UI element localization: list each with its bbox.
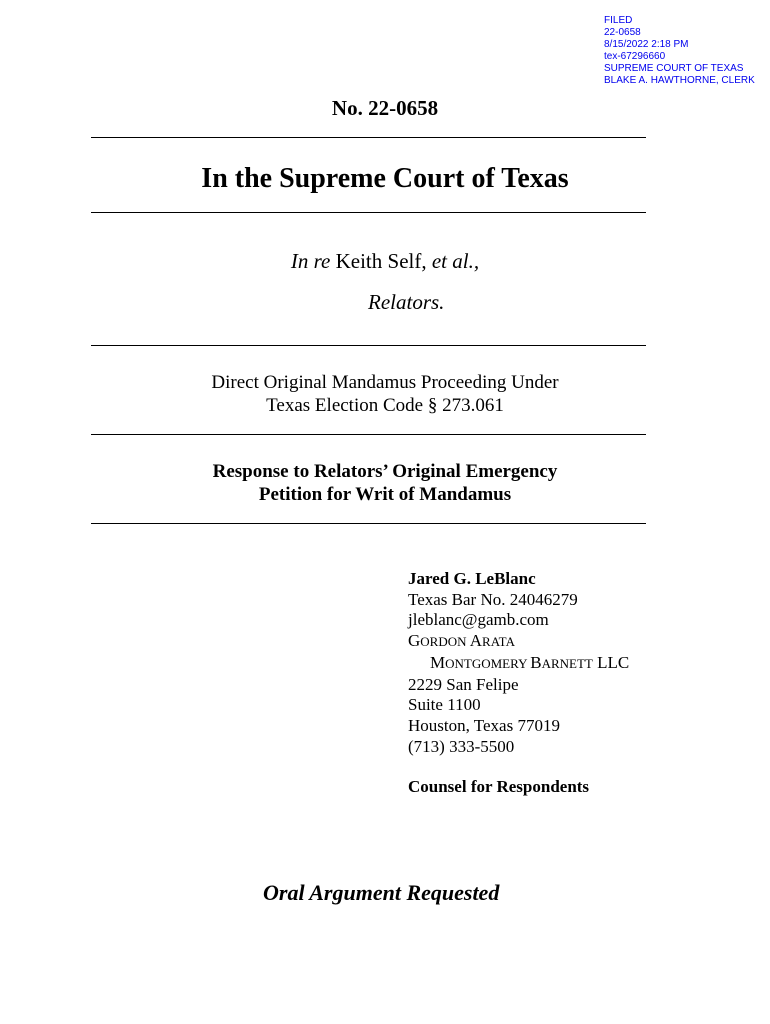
divider-rule — [91, 434, 646, 435]
et-al-label: et al., — [431, 249, 480, 273]
firm-text: G — [408, 631, 421, 651]
firm-text: RATA — [482, 634, 515, 650]
document-title-line: Petition for Writ of Mandamus — [258, 484, 512, 505]
firm-name-line-2 — [408, 653, 629, 675]
proceeding-description — [91, 371, 679, 417]
filing-stamp-line: SUPREME COURT OF TEXAS — [604, 63, 744, 74]
filing-stamp-line: tex-67296660 — [604, 51, 666, 62]
divider-rule — [91, 137, 646, 138]
filing-stamp-line: 8/15/2022 2:18 PM — [604, 39, 689, 50]
filing-stamp-line: 22-0658 — [604, 27, 641, 38]
counsel-name: Jared G. LeBlanc — [408, 569, 536, 588]
firm-text: LLC — [592, 652, 630, 672]
proceeding-line: Direct Original Mandamus Proceeding Under — [211, 372, 559, 393]
divider-rule — [91, 345, 646, 346]
document-title-line: Response to Relators’ Original Emergency — [212, 461, 558, 482]
counsel-signature-block — [408, 569, 629, 757]
party-role: Relators. — [368, 290, 445, 314]
divider-rule — [91, 212, 646, 213]
firm-city: Houston, Texas 77019 — [408, 715, 560, 735]
party-name: Keith Self, — [330, 249, 432, 273]
case-style — [91, 249, 679, 274]
firm-street: 2229 San Felipe — [408, 674, 519, 694]
filing-stamp — [604, 15, 755, 87]
court-title: In the Supreme Court of Texas — [201, 163, 569, 194]
divider-rule — [91, 523, 646, 524]
case-number: No. 22-0658 — [331, 96, 439, 120]
firm-text: ARNETT — [541, 655, 593, 671]
firm-phone: (713) 333-5500 — [408, 736, 515, 756]
firm-text: B — [530, 652, 542, 672]
firm-text: ORDON — [420, 634, 470, 650]
filing-stamp-line: FILED — [604, 15, 633, 26]
proceeding-line: Texas Election Code § 273.061 — [266, 395, 504, 416]
firm-text: ONTGOMERY — [445, 655, 531, 671]
filing-stamp-line: BLAKE A. HAWTHORNE, CLERK — [604, 75, 755, 86]
in-re-label: In re — [290, 249, 331, 273]
counsel-for-label: Counsel for Respondents — [408, 777, 590, 796]
firm-suite: Suite 1100 — [408, 695, 481, 715]
oral-argument-notice: Oral Argument Requested — [263, 880, 500, 905]
counsel-bar-number: Texas Bar No. 24046279 — [408, 589, 578, 609]
firm-text: M — [430, 652, 446, 672]
firm-name-line-1 — [408, 631, 629, 653]
firm-text: A — [469, 631, 483, 651]
document-title — [91, 460, 679, 506]
counsel-email: jleblanc@gamb.com — [408, 610, 549, 630]
